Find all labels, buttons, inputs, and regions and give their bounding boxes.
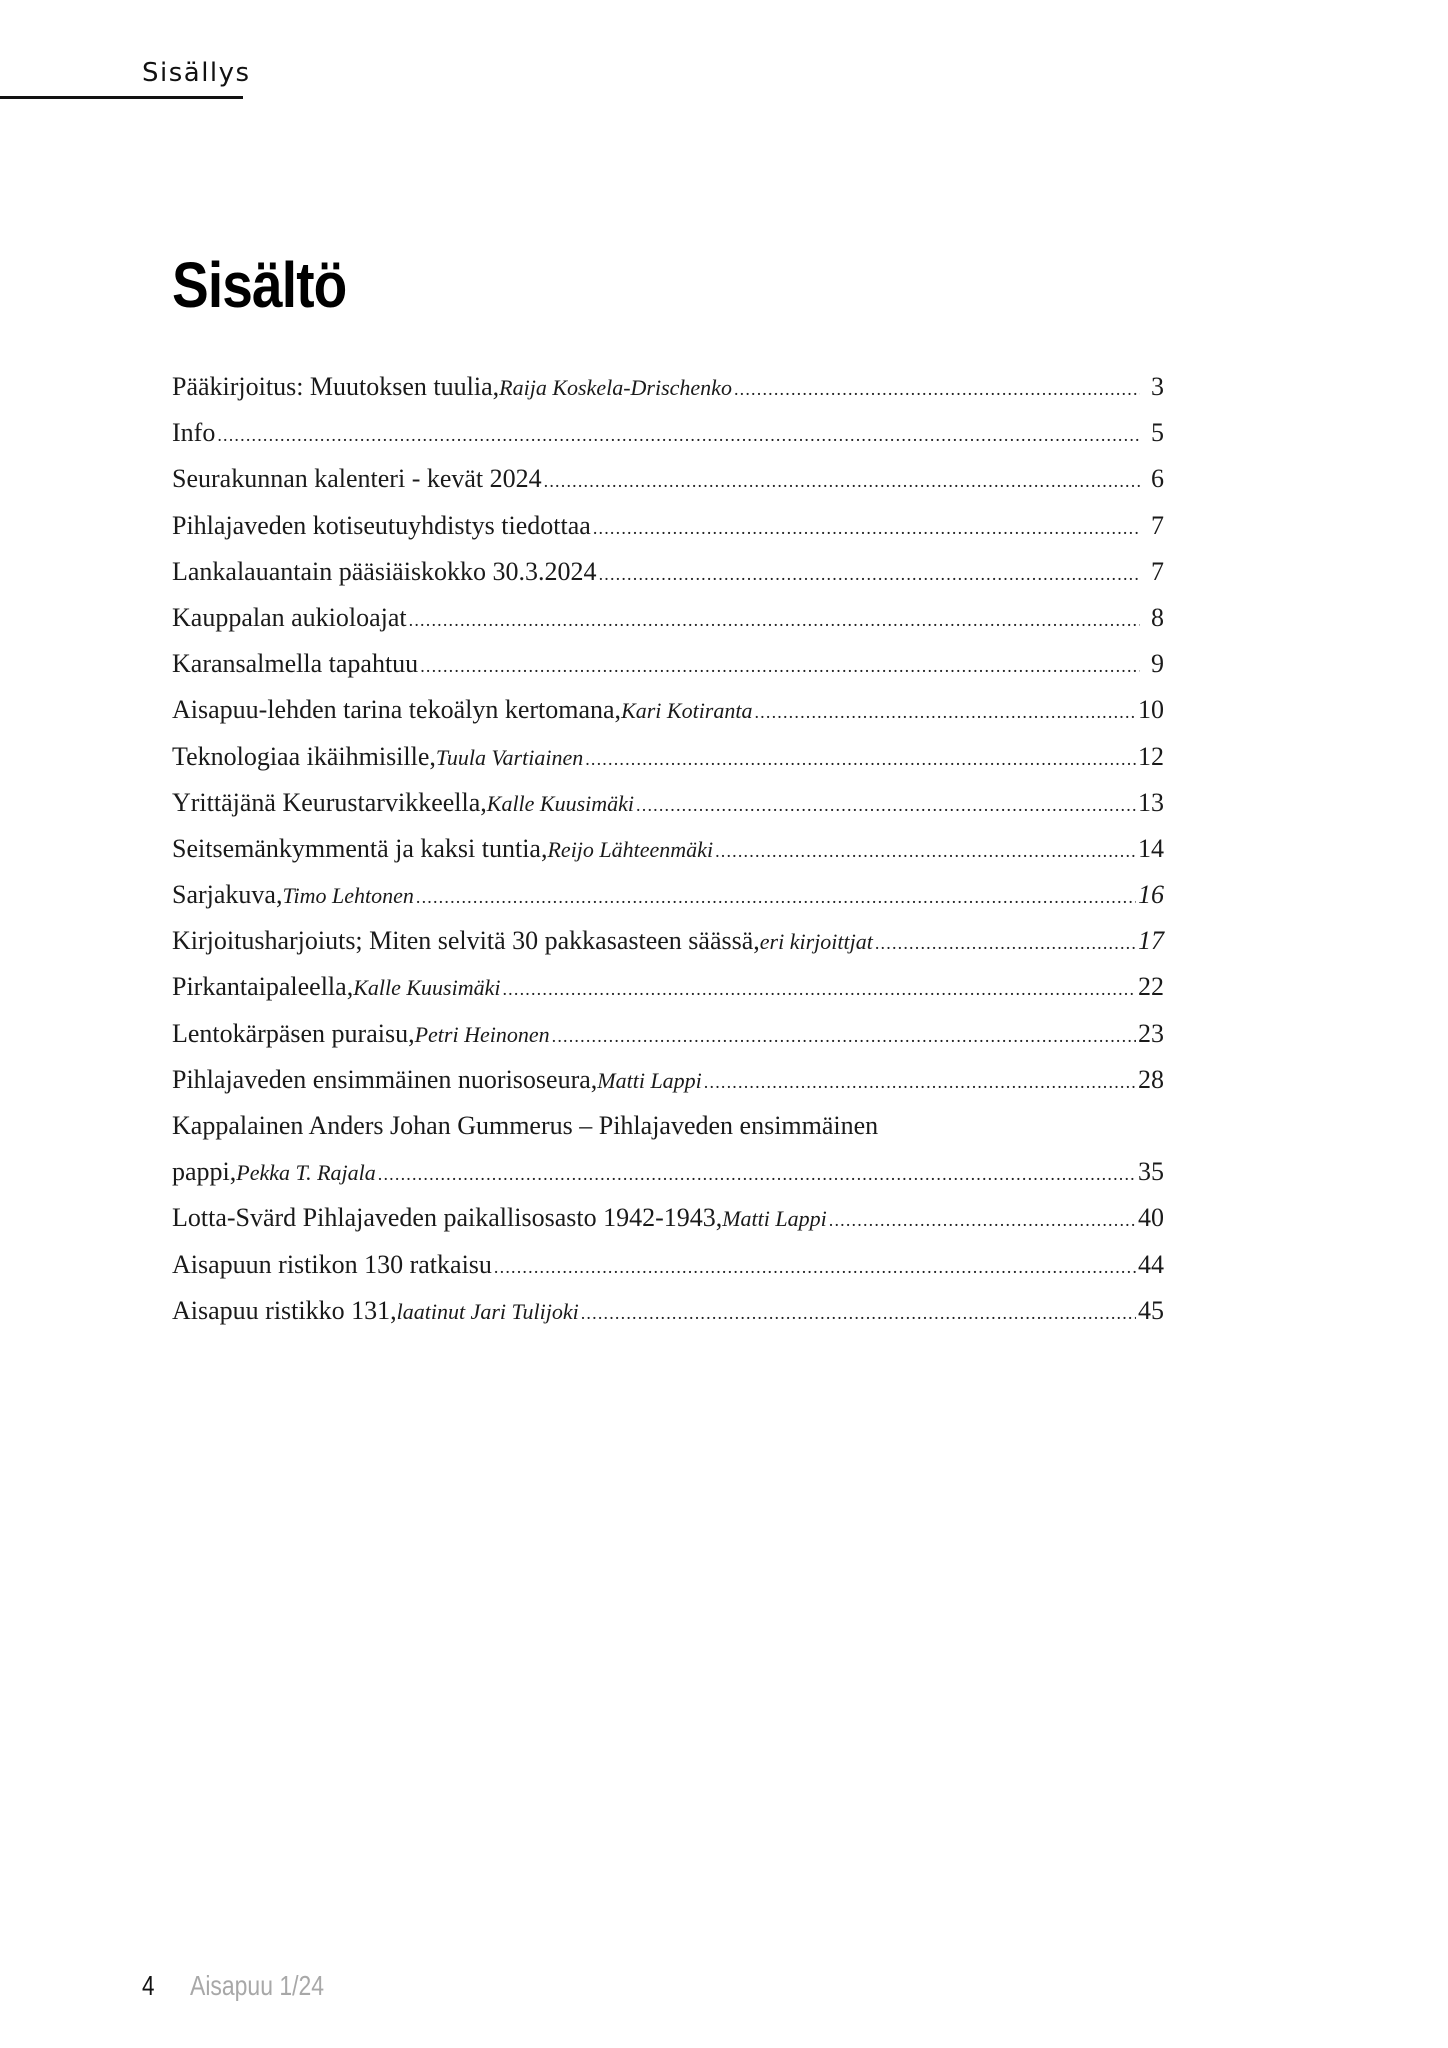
toc-entry-author: Matti Lappi [597,1067,702,1093]
toc-dot-leader [715,841,1136,862]
footer-magazine-issue: Aisapuu 1/24 [190,1970,325,2001]
toc-entry-title: pappi, [172,1157,237,1187]
toc-entry-title: Seurakunnan kalenteri - kevät 2024 [172,464,542,494]
toc-entry-page: 6 [1151,464,1164,494]
toc-entry-title: Aisapuun ristikon 130 ratkaisu [172,1249,492,1279]
toc-entry[interactable] [172,695,1164,741]
toc-entry-title: Pihlajaveden ensimmäinen nuorisoseura, [172,1064,598,1094]
toc-entry-author: Petri Heinonen [414,1021,550,1047]
toc-dot-leader [704,1072,1136,1093]
toc-entry[interactable] [172,511,1164,557]
toc-entry[interactable] [172,1019,1164,1065]
toc-entry-title: Lentokärpäsen puraisu, [172,1018,415,1048]
toc-entry[interactable] [172,880,1164,926]
toc-entry-author: eri kirjoittjat [759,929,873,955]
toc-entry[interactable] [172,972,1164,1018]
table-of-contents [172,372,1164,1342]
toc-entry[interactable] [172,1157,1164,1203]
toc-dot-leader [581,1303,1136,1324]
toc-entry-title: Aisapuu-lehden tarina tekoälyn kertomana, [172,695,622,725]
toc-entry-author: Timo Lehtonen [282,883,414,909]
toc-entry-page: 17 [1138,926,1164,956]
header-rule [0,96,243,99]
toc-entry[interactable] [172,788,1164,834]
toc-entry-page: 12 [1138,741,1164,771]
toc-dot-leader [829,1210,1136,1231]
toc-entry-title: Karansalmella tapahtuu [172,649,419,679]
toc-entry-page: 45 [1138,1295,1164,1325]
toc-entry-title: Seitsemänkymmentä ja kaksi tuntia, [172,833,548,863]
toc-entry-page: 13 [1138,787,1164,817]
toc-entry-author: Raija Koskela-Drischenko [499,375,732,400]
toc-dot-leader [502,979,1136,1000]
toc-entry-author: Kari Kotiranta [621,698,753,724]
toc-entry-author: Kalle Kuusimäki [353,975,501,1001]
toc-entry-page: 14 [1138,833,1164,863]
toc-dot-leader [593,518,1140,539]
toc-entry[interactable] [172,1111,1164,1157]
toc-entry-title: Teknologiaa ikäihmisille, [172,741,436,771]
toc-entry[interactable] [172,1296,1164,1342]
toc-entry-author: Matti Lappi [722,1206,827,1232]
toc-entry-author: Pekka T. Rajala [236,1160,376,1186]
toc-entry[interactable] [172,603,1164,649]
toc-entry-page: 7 [1151,556,1164,586]
toc-entry-title: Pääkirjoitus: Muutoksen tuulia, [172,372,500,401]
toc-entry[interactable] [172,464,1164,510]
toc-entry-page: 23 [1138,1018,1164,1048]
toc-dot-leader [494,1257,1136,1278]
toc-dot-leader [734,379,1140,400]
toc-dot-leader [409,610,1140,631]
toc-dot-leader [599,564,1140,585]
page-title: Sisältö [172,249,347,321]
toc-dot-leader [552,1026,1136,1047]
toc-entry[interactable] [172,926,1164,972]
toc-entry[interactable] [172,834,1164,880]
toc-entry[interactable] [172,1203,1164,1249]
toc-entry-title: Kauppalan aukioloajat [172,602,407,632]
toc-entry-page: 28 [1138,1064,1164,1094]
toc-entry-page: 3 [1151,372,1164,401]
section-label: Sisällys [142,58,251,88]
toc-entry-author: Reijo Lähteenmäki [547,836,714,862]
toc-entry-title: Lankalauantain pääsiäiskokko 30.3.2024 [172,556,597,586]
toc-entry[interactable] [172,742,1164,788]
toc-entry-page: 22 [1138,972,1164,1002]
toc-entry-page: 7 [1151,510,1164,540]
toc-entry-title: Pirkantaipaleella, [172,972,354,1002]
toc-entry[interactable] [172,1250,1164,1296]
toc-entry-author: Kalle Kuusimäki [486,790,635,816]
toc-dot-leader [585,749,1136,770]
toc-entry-title: Aisapuu ristikko 131, [172,1295,397,1325]
toc-entry-title: Kappalainen Anders Johan Gummerus – Pihlajaveden ensimmäinen [172,1111,879,1140]
toc-entry-title: Sarjakuva, [172,880,283,910]
toc-dot-leader [754,702,1136,723]
toc-entry-page: 5 [1151,418,1164,448]
toc-entry-author: laatinut Jari Tulijoki [396,1298,579,1324]
toc-dot-leader [378,1164,1136,1185]
toc-entry-page: 9 [1151,649,1164,679]
toc-entry-title: Info [172,418,216,448]
toc-entry[interactable] [172,557,1164,603]
toc-entry[interactable] [172,649,1164,695]
toc-entry-page: 16 [1138,880,1164,910]
toc-entry[interactable] [172,372,1164,418]
toc-entry[interactable] [172,418,1164,464]
toc-dot-leader [636,795,1136,816]
toc-entry[interactable] [172,1065,1164,1111]
footer-page-number: 4 [142,1970,155,2001]
toc-entry-page: 10 [1138,695,1164,725]
toc-dot-leader [544,471,1140,492]
toc-entry-page: 40 [1138,1203,1164,1233]
toc-entry-page: 35 [1138,1157,1164,1187]
toc-dot-leader [217,425,1140,446]
toc-dot-leader [875,933,1136,954]
toc-entry-title: Lotta-Svärd Pihlajaveden paikallisosasto 1942-1943, [172,1203,723,1233]
toc-dot-leader [416,887,1136,908]
toc-entry-title: Kirjoitusharjoiuts; Miten selvitä 30 pakkasasteen säässä, [172,926,760,956]
toc-entry-page: 44 [1138,1249,1164,1279]
toc-entry-title: Yrittäjänä Keurustarvikkeella, [172,787,487,817]
toc-dot-leader [420,656,1140,677]
toc-entry-title: Pihlajaveden kotiseutuyhdistys tiedottaa [172,510,591,540]
toc-entry-author: Tuula Vartiainen [435,744,584,770]
toc-entry-page: 8 [1151,602,1164,632]
